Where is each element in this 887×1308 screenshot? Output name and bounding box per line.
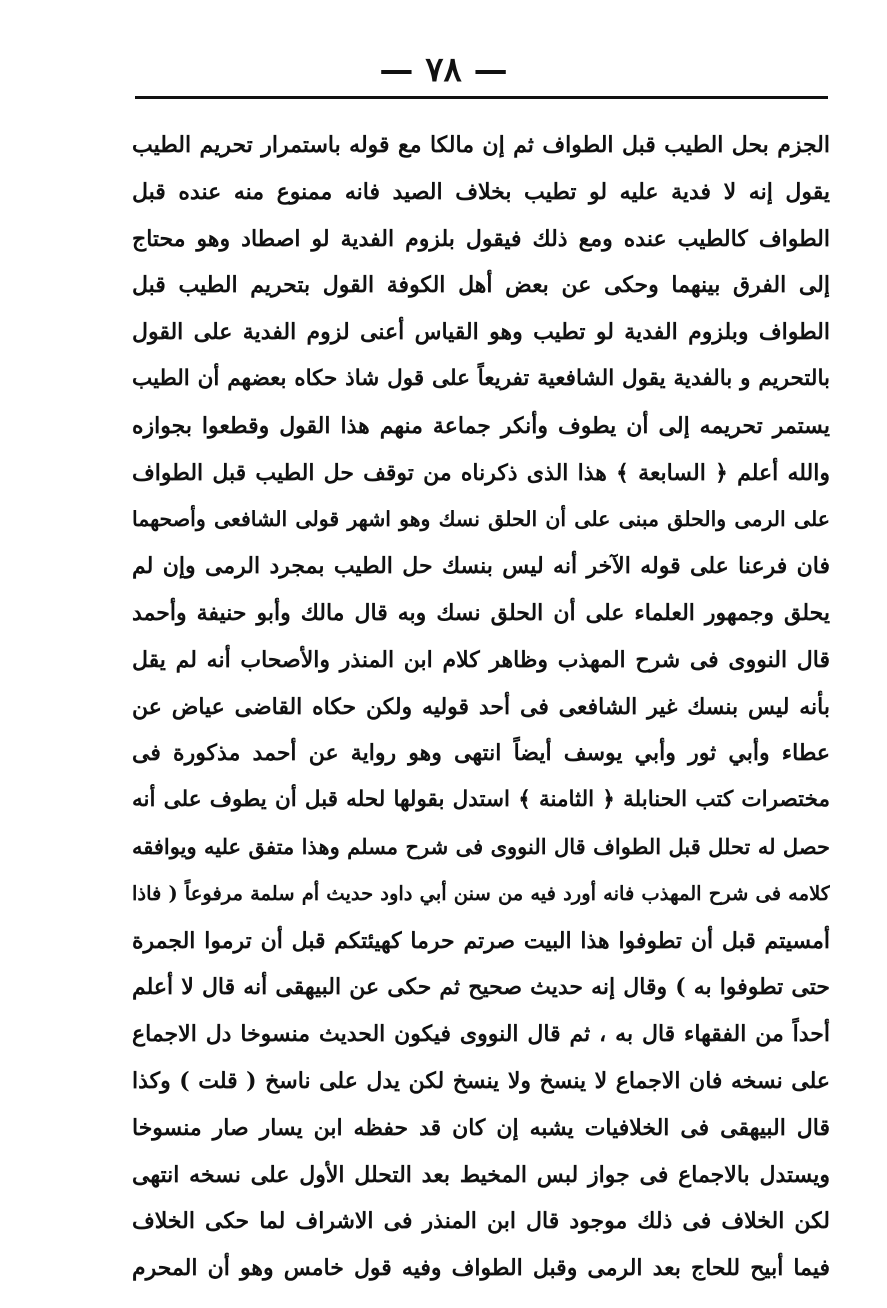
text-line: فيما أبيح للحاج بعد الرمى وقبل الطواف وفيه قول خامس وهو أن المحرم	[132, 1255, 830, 1282]
text-line: أمسيتم قبل أن تطوفوا هذا البيت صرتم حرما كهيئتكم قبل أن ترموا الجمرة	[132, 927, 830, 954]
text-line: لكن الخلاف فى ذلك موجود قال ابن المنذر فى الاشراف لما حكى الخلاف	[132, 1208, 830, 1235]
text-line: فان فرعنا على قوله الآخر أنه ليس بنسك حل الطيب بمجرد الرمى وإن لم	[132, 553, 830, 580]
text-line: كلامه فى شرح المهذب فانه أورد فيه من سنن أبي داود حديث أم سلمة مرفوعاً ( فاذا	[132, 881, 830, 905]
text-line: قال البيهقى فى الخلافيات يشبه إن كان قد حفظه ابن يسار صار منسوخا	[132, 1114, 830, 1141]
text-line: يحلق وجمهور العلماء على أن الحلق نسك وبه قال مالك وأبو حنيفة وأحمد	[132, 599, 830, 626]
text-line: على نسخه فان الاجماع لا ينسخ ولا ينسخ لكن يدل على ناسخ ( قلت ) وكذا	[132, 1067, 830, 1094]
text-line: إلى الفرق بينهما وحكى عن بعض أهل الكوفة القول بتحريم الطيب قبل	[132, 272, 830, 299]
text-line: على الرمى والحلق مبنى على أن الحلق نسك وهو اشهر قولى الشافعى وأصحهما	[132, 507, 830, 532]
text-line: أحداً من الفقهاء قال به ، ثم قال النووى فيكون الحديث منسوخا دل الاجماع	[132, 1021, 830, 1048]
text-line: قال النووى فى شرح المهذب وظاهر كلام ابن المنذر والأصحاب أنه لم يقل	[132, 646, 830, 673]
page-body-text	[132, 122, 830, 1292]
text-line: يستمر تحريمه إلى أن يطوف وأنكر جماعة منهم هذا القول وقطعوا بجوازه	[132, 412, 830, 439]
text-line: بالتحريم و بالفدية يقول الشافعية تفريعاً على قول شاذ حكاه بعضهم أن الطيب	[132, 365, 830, 391]
header-rule	[135, 96, 828, 99]
text-line: مختصرات كتب الحنابلة ﴿ الثامنة ﴾ استدل بقولها لحله قبل أن يطوف على أنه	[132, 787, 830, 813]
text-line: ويستدل بالاجماع فى جواز لبس المخيط بعد التحلل الأول على نسخه انتهى	[132, 1161, 830, 1188]
text-line: الطواف كالطيب عنده ومع ذلك فيقول بلزوم الفدية لو اصطاد وهو محتاج	[132, 225, 830, 252]
page-number: — ٧٨ —	[379, 50, 508, 90]
text-line: عطاء وأبي ثور وأبي يوسف أيضاً انتهى وهو رواية عن أحمد مذكورة فى	[132, 740, 830, 767]
text-line: حصل له تحلل قبل الطواف قال النووى فى شرح مسلم وهذا متفق عليه ويوافقه	[132, 833, 830, 859]
text-line: يقول إنه لا فدية عليه لو تطيب بخلاف الصيد فانه ممنوع منه عنده قبل	[132, 178, 830, 205]
text-line: حتى تطوفوا به ) وقال إنه حديث صحيح ثم حكى عن البيهقى أنه قال لا أعلم	[132, 974, 830, 1001]
text-line: بأنه ليس بنسك غير الشافعى فى أحد قوليه ولكن حكاه القاضى عياض عن	[132, 693, 830, 720]
text-line: الطواف وبلزوم الفدية لو تطيب وهو القياس أعنى لزوم الفدية على القول	[132, 319, 830, 346]
text-line: الجزم بحل الطيب قبل الطواف ثم إن مالكا مع قوله باستمرار تحريم الطيب	[132, 132, 830, 158]
text-line: والله أعلم ﴿ السابعة ﴾ هذا الذى ذكرناه من توقف حل الطيب قبل الطواف	[132, 459, 830, 486]
